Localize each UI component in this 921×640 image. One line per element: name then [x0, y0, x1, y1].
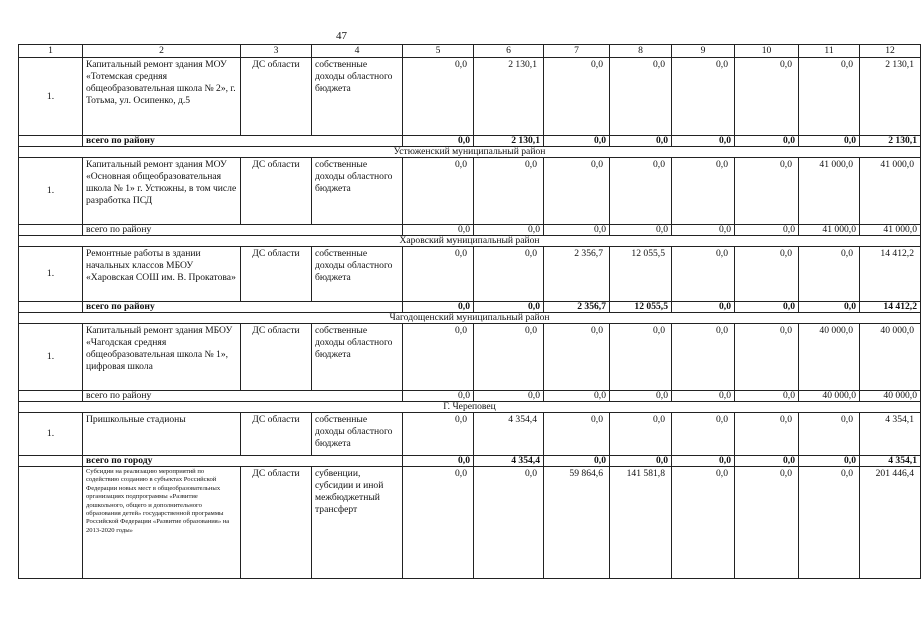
total-amount: 0,0 [544, 456, 610, 467]
total-amount: 2 130,1 [860, 136, 921, 147]
column-number: 7 [544, 45, 610, 58]
amount-cell: 0,0 [672, 324, 735, 391]
total-label: всего по городу [83, 456, 403, 467]
amount-cell: 0,0 [544, 324, 610, 391]
amount-cell: 0,0 [610, 158, 672, 225]
total-amount: 0,0 [544, 391, 610, 402]
object-name: Субсидии на реализацию мероприятий по содействию созданию в субъектах Российской Федерации новых мест в общеобразовательных организациях подпрограммы «Развитие дошкольного, общего и дополнительного образования детей» государственной программы Российской Федерации «Развитие образования» на 2013-2020 годы» [83, 467, 241, 579]
column-number: 3 [241, 45, 312, 58]
table-row [19, 413, 921, 456]
empty-cell [19, 225, 83, 236]
amount-cell: 0,0 [544, 58, 610, 136]
column-number: 10 [735, 45, 799, 58]
total-amount: 0,0 [672, 302, 735, 313]
amount-cell: 0,0 [403, 247, 474, 302]
total-amount: 40 000,0 [860, 391, 921, 402]
total-amount: 0,0 [544, 225, 610, 236]
region-header-row [19, 147, 921, 158]
total-row [19, 136, 921, 147]
total-amount: 0,0 [403, 456, 474, 467]
total-amount: 0,0 [610, 391, 672, 402]
total-amount: 0,0 [735, 456, 799, 467]
amount-cell: 41 000,0 [799, 158, 860, 225]
object-name: Капитальный ремонт здания МОУ «Основная общеобразовательная школа № 1» г. Устюжны, в том числе разработка ПСД [83, 158, 241, 225]
total-amount: 0,0 [672, 136, 735, 147]
amount-cell: 40 000,0 [799, 324, 860, 391]
empty-cell [19, 136, 83, 147]
amount-cell: 12 055,5 [610, 247, 672, 302]
amount-cell: 201 446,4 [860, 467, 921, 579]
row-number [19, 467, 83, 579]
amount-cell: 0,0 [610, 324, 672, 391]
amount-cell: 0,0 [735, 58, 799, 136]
amount-cell: 59 864,6 [544, 467, 610, 579]
row-number: 1. [19, 247, 83, 302]
total-amount: 4 354,4 [474, 456, 544, 467]
total-label: всего по району [83, 136, 403, 147]
total-amount: 2 356,7 [544, 302, 610, 313]
empty-cell [19, 391, 83, 402]
amount-cell: 0,0 [474, 247, 544, 302]
column-number: 8 [610, 45, 672, 58]
amount-cell: 0,0 [735, 247, 799, 302]
amount-cell: 0,0 [735, 467, 799, 579]
total-amount: 0,0 [735, 302, 799, 313]
amount-cell: 141 581,8 [610, 467, 672, 579]
region-name: Г. Череповец [19, 402, 921, 413]
total-amount: 0,0 [403, 225, 474, 236]
region-header-row [19, 402, 921, 413]
amount-cell: 2 130,1 [474, 58, 544, 136]
amount-cell: 0,0 [672, 413, 735, 456]
amount-cell: 41 000,0 [860, 158, 921, 225]
column-number: 9 [672, 45, 735, 58]
table-body [19, 45, 921, 579]
total-amount: 41 000,0 [860, 225, 921, 236]
total-row [19, 225, 921, 236]
revenue-type: собственные доходы областного бюджета [312, 247, 403, 302]
amount-cell: 0,0 [799, 413, 860, 456]
row-number: 1. [19, 58, 83, 136]
amount-cell: 40 000,0 [860, 324, 921, 391]
empty-cell [19, 302, 83, 313]
total-amount: 0,0 [403, 136, 474, 147]
amount-cell: 0,0 [403, 324, 474, 391]
total-amount: 2 130,1 [474, 136, 544, 147]
column-number-row [19, 45, 921, 58]
funding-source: ДС области [241, 158, 312, 225]
revenue-type: собственные доходы областного бюджета [312, 413, 403, 456]
row-number: 1. [19, 324, 83, 391]
row-number: 1. [19, 413, 83, 456]
amount-cell: 0,0 [403, 467, 474, 579]
total-amount: 40 000,0 [799, 391, 860, 402]
total-amount: 0,0 [610, 225, 672, 236]
amount-cell: 0,0 [672, 247, 735, 302]
total-amount: 0,0 [544, 136, 610, 147]
object-name: Пришкольные стадионы [83, 413, 241, 456]
table-row [19, 467, 921, 579]
amount-cell: 0,0 [403, 413, 474, 456]
funding-source: ДС области [241, 247, 312, 302]
amount-cell: 0,0 [735, 324, 799, 391]
total-amount: 14 412,2 [860, 302, 921, 313]
column-number: 11 [799, 45, 860, 58]
amount-cell: 0,0 [799, 58, 860, 136]
table-row [19, 324, 921, 391]
funding-source: ДС области [241, 467, 312, 579]
page-number: 47 [336, 30, 347, 42]
amount-cell: 0,0 [610, 58, 672, 136]
total-amount: 0,0 [474, 391, 544, 402]
total-amount: 12 055,5 [610, 302, 672, 313]
table-row [19, 247, 921, 302]
table-row [19, 58, 921, 136]
total-amount: 0,0 [799, 456, 860, 467]
revenue-type: собственные доходы областного бюджета [312, 324, 403, 391]
total-amount: 0,0 [799, 302, 860, 313]
funding-source: ДС области [241, 324, 312, 391]
total-amount: 0,0 [735, 136, 799, 147]
total-label: всего по району [83, 225, 403, 236]
total-amount: 0,0 [610, 136, 672, 147]
object-name: Капитальный ремонт здания МОУ «Тотемская средняя общеобразовательная школа № 2», г. Тотьма, ул. Осипенко, д.5 [83, 58, 241, 136]
amount-cell: 4 354,1 [860, 413, 921, 456]
total-amount: 0,0 [474, 225, 544, 236]
total-amount: 4 354,1 [860, 456, 921, 467]
total-amount: 41 000,0 [799, 225, 860, 236]
column-number: 6 [474, 45, 544, 58]
region-name: Устюженский муниципальный район [19, 147, 921, 158]
amount-cell: 0,0 [544, 158, 610, 225]
region-name: Чагодощенский муниципальный район [19, 313, 921, 324]
amount-cell: 0,0 [474, 467, 544, 579]
total-amount: 0,0 [735, 225, 799, 236]
revenue-type: субвенции, субсидии и иной межбюджетный трансферт [312, 467, 403, 579]
budget-table [18, 44, 921, 579]
column-number: 5 [403, 45, 474, 58]
amount-cell: 0,0 [672, 58, 735, 136]
total-amount: 0,0 [403, 302, 474, 313]
object-name: Ремонтные работы в здании начальных классов МБОУ «Харовская СОШ им. В. Прокатова» [83, 247, 241, 302]
object-name: Капитальный ремонт здания МБОУ «Чагодская средняя общеобразовательная школа № 1», цифровая школа [83, 324, 241, 391]
amount-cell: 4 354,4 [474, 413, 544, 456]
amount-cell: 0,0 [474, 158, 544, 225]
amount-cell: 0,0 [474, 324, 544, 391]
amount-cell: 0,0 [735, 158, 799, 225]
empty-cell [19, 456, 83, 467]
amount-cell: 0,0 [735, 413, 799, 456]
region-name: Харовский муниципальный район [19, 236, 921, 247]
region-header-row [19, 236, 921, 247]
table-row [19, 158, 921, 225]
total-amount: 0,0 [799, 136, 860, 147]
row-number: 1. [19, 158, 83, 225]
total-amount: 0,0 [672, 391, 735, 402]
total-row [19, 391, 921, 402]
column-number: 12 [860, 45, 921, 58]
total-row [19, 302, 921, 313]
amount-cell: 0,0 [544, 413, 610, 456]
column-number: 1 [19, 45, 83, 58]
amount-cell: 2 356,7 [544, 247, 610, 302]
total-label: всего по району [83, 302, 403, 313]
total-amount: 0,0 [474, 302, 544, 313]
column-number: 4 [312, 45, 403, 58]
total-amount: 0,0 [403, 391, 474, 402]
amount-cell: 0,0 [610, 413, 672, 456]
amount-cell: 0,0 [799, 467, 860, 579]
total-amount: 0,0 [610, 456, 672, 467]
amount-cell: 0,0 [403, 58, 474, 136]
amount-cell: 0,0 [672, 158, 735, 225]
revenue-type: собственные доходы областного бюджета [312, 158, 403, 225]
funding-source: ДС области [241, 413, 312, 456]
total-label: всего по району [83, 391, 403, 402]
amount-cell: 0,0 [799, 247, 860, 302]
amount-cell: 0,0 [672, 467, 735, 579]
total-amount: 0,0 [672, 456, 735, 467]
column-number: 2 [83, 45, 241, 58]
total-amount: 0,0 [735, 391, 799, 402]
amount-cell: 2 130,1 [860, 58, 921, 136]
amount-cell: 0,0 [403, 158, 474, 225]
region-header-row [19, 313, 921, 324]
funding-source: ДС области [241, 58, 312, 136]
revenue-type: собственные доходы областного бюджета [312, 58, 403, 136]
total-row [19, 456, 921, 467]
amount-cell: 14 412,2 [860, 247, 921, 302]
total-amount: 0,0 [672, 225, 735, 236]
